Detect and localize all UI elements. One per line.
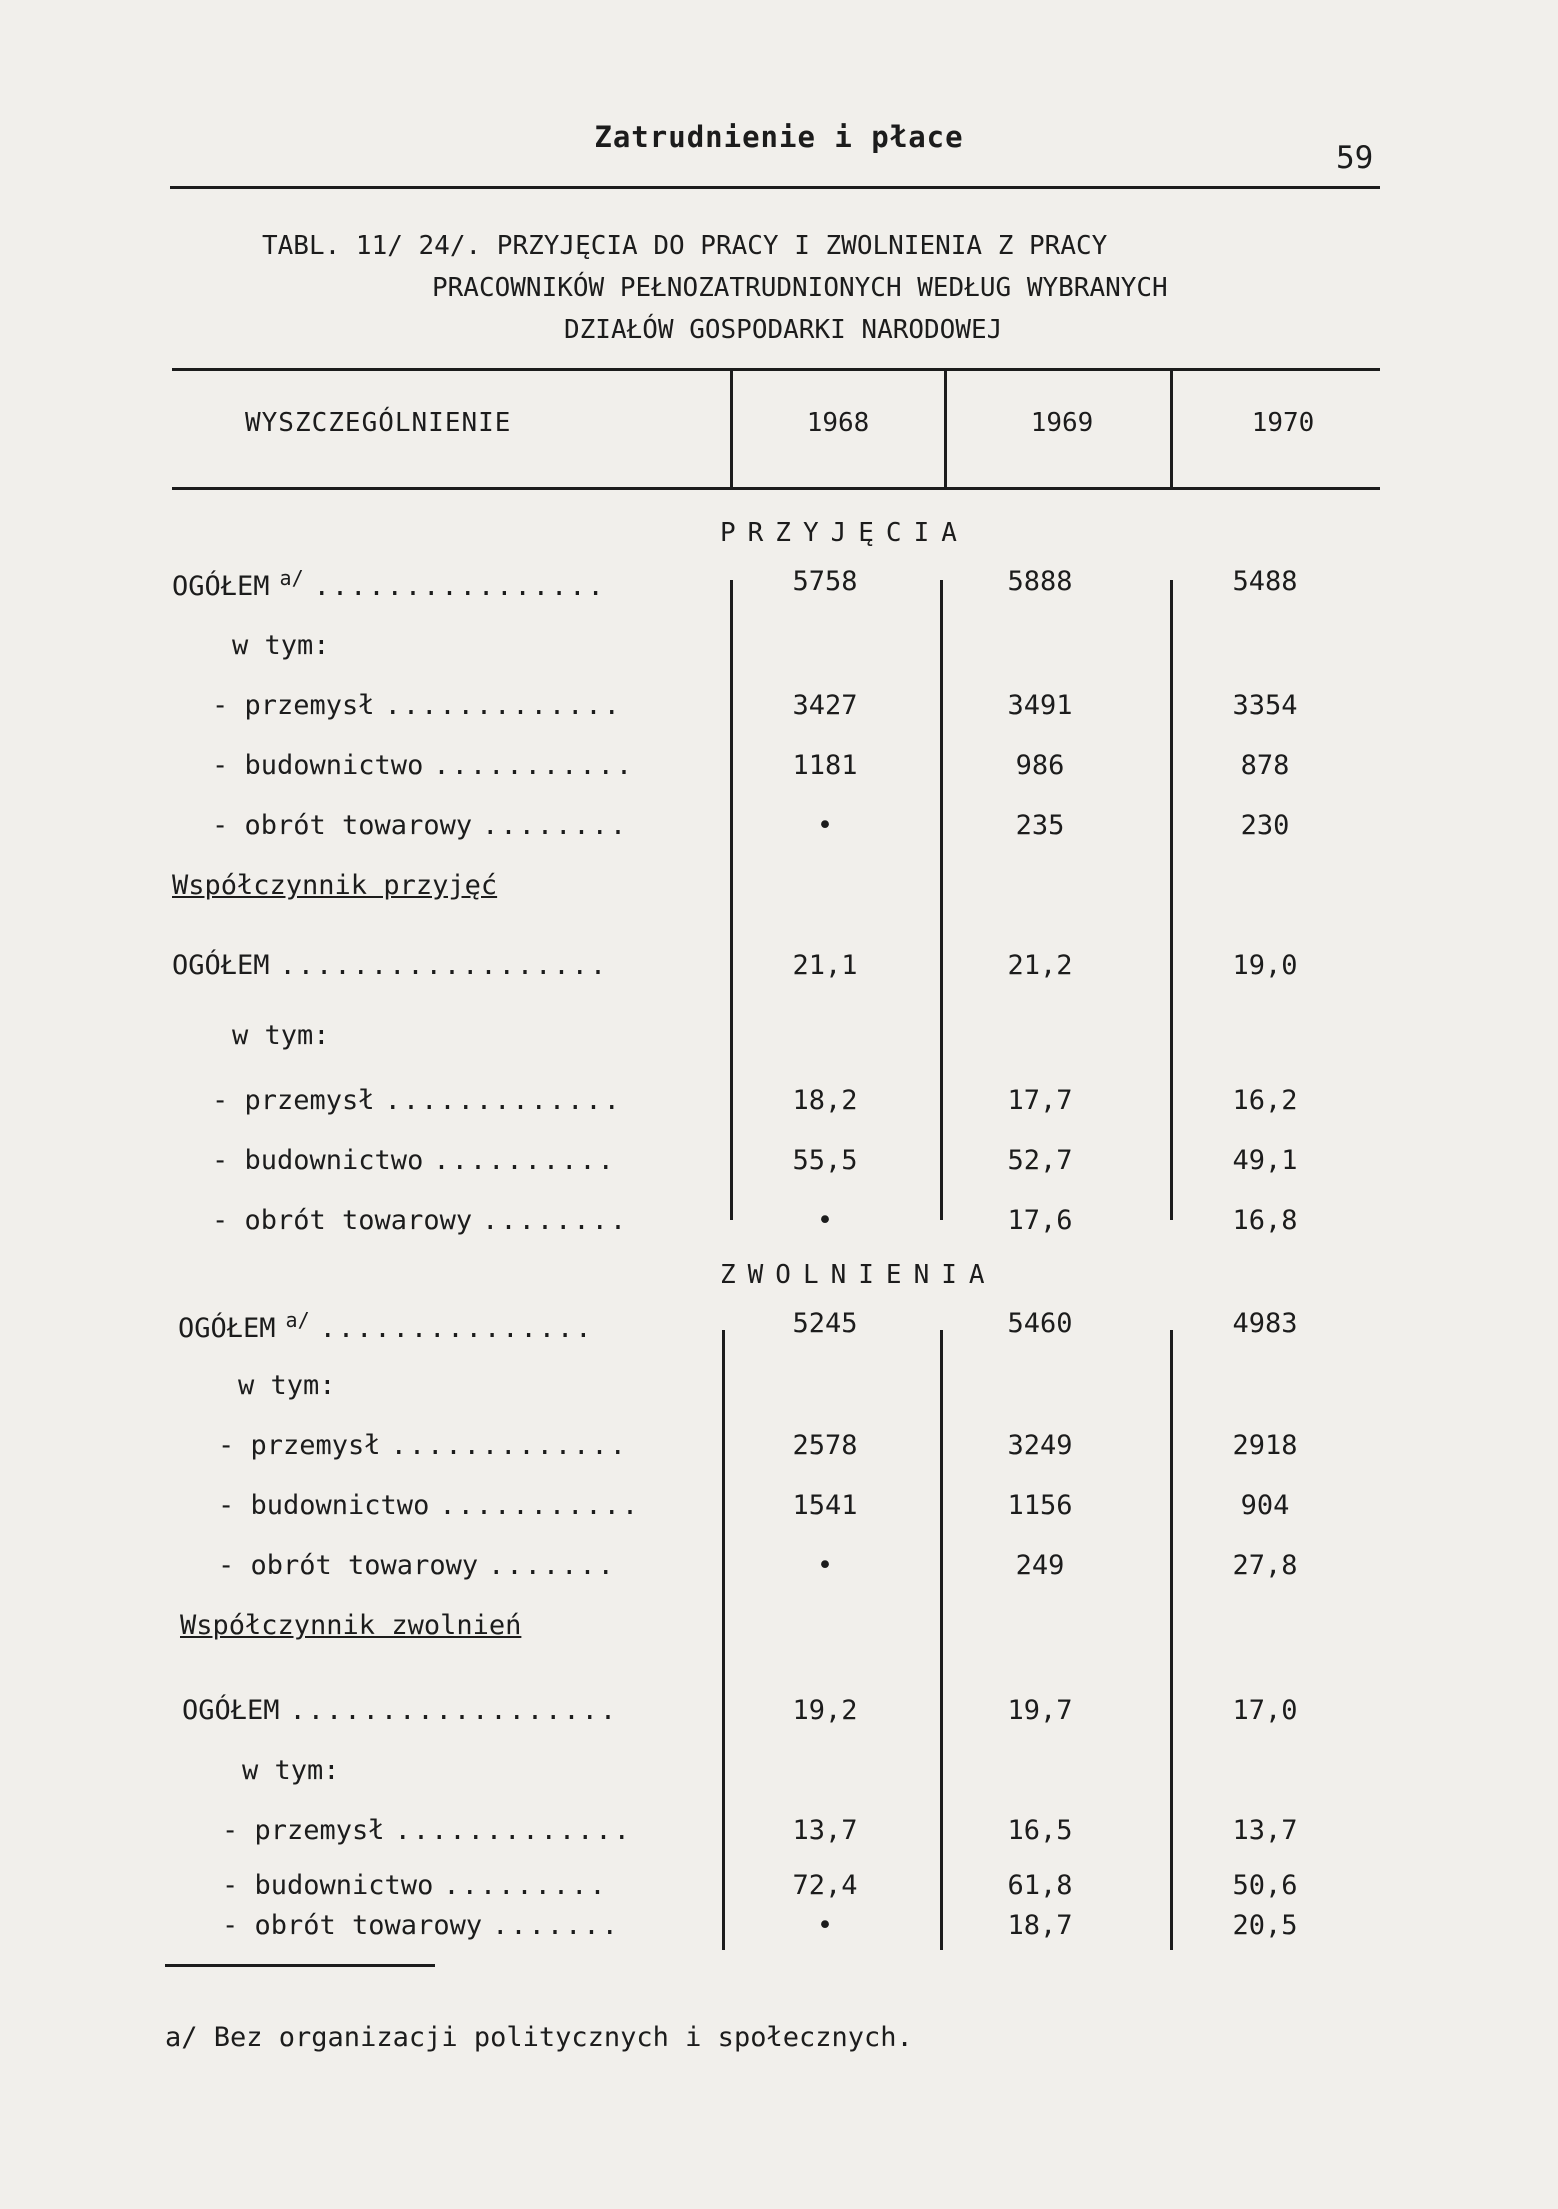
row-label-text: OGÓŁEM <box>172 950 270 981</box>
section-title: PRZYJĘCIA <box>720 518 969 548</box>
column-divider-1-body-a <box>730 580 733 1220</box>
cell-value: 17,6 <box>1007 1205 1073 1236</box>
leader-dots: .................. <box>279 950 609 981</box>
cell-value: 21,1 <box>792 950 858 981</box>
header-rule <box>170 186 1380 189</box>
column-header-label: WYSZCZEGÓLNIENIE <box>245 408 512 438</box>
cell-value: 3249 <box>1007 1430 1073 1461</box>
cell-value: 249 <box>1015 1550 1065 1581</box>
column-divider-3-body-a <box>1170 580 1173 1220</box>
leader-dots: .......... <box>433 1145 616 1176</box>
row-label-text: w tym: <box>242 1755 340 1786</box>
cell-value: 5460 <box>1007 1308 1073 1339</box>
row-label-text: - przemysł <box>212 690 375 721</box>
page-number: 59 <box>1336 140 1374 176</box>
row-label <box>182 1695 618 1726</box>
leader-dots: ................ <box>313 571 606 602</box>
row-label <box>222 1910 620 1941</box>
row-label-text: - przemysł <box>212 1085 375 1116</box>
cell-value: 16,5 <box>1007 1815 1073 1846</box>
row-label-text: - budownictwo <box>212 1145 424 1176</box>
row-label <box>212 690 622 721</box>
row-label <box>212 810 628 841</box>
cell-value: 72,4 <box>792 1870 858 1901</box>
cell-value: 13,7 <box>1232 1815 1298 1846</box>
column-divider-3-body-b <box>1170 1330 1173 1950</box>
leader-dots: ............. <box>384 1085 622 1116</box>
row-label-text: OGÓŁEM <box>172 571 270 602</box>
table-top-rule <box>172 368 1380 371</box>
cell-value: 50,6 <box>1232 1870 1298 1901</box>
leader-dots: ............. <box>384 690 622 721</box>
cell-value: 4983 <box>1232 1308 1298 1339</box>
table-title-line-1: TABL. 11/ 24/. PRZYJĘCIA DO PRACY I ZWOLNIENIA Z PRACY <box>262 231 1108 261</box>
cell-value: 1541 <box>792 1490 858 1521</box>
cell-value: 19,2 <box>792 1695 858 1726</box>
leader-dots: ....... <box>488 1550 616 1581</box>
cell-value: 235 <box>1015 810 1065 841</box>
cell-value: 2918 <box>1232 1430 1298 1461</box>
cell-value: • <box>816 810 834 841</box>
cell-value: 55,5 <box>792 1145 858 1176</box>
row-label-text: OGÓŁEM <box>178 1313 276 1344</box>
row-label-text: - budownictwo <box>222 1870 434 1901</box>
cell-value: 230 <box>1240 810 1290 841</box>
row-label <box>232 1020 330 1051</box>
cell-value: 52,7 <box>1007 1145 1073 1176</box>
table-title <box>262 225 1168 351</box>
row-label <box>212 1205 628 1236</box>
leader-dots: ........... <box>433 750 635 781</box>
leader-dots: ....... <box>492 1910 620 1941</box>
table-title-line-2: PRACOWNIKÓW PEŁNOZATRUDNIONYCH WEDŁUG WYBRANYCH <box>432 273 1168 303</box>
row-label-text: - obrót towarowy <box>222 1910 483 1941</box>
cell-value: 1156 <box>1007 1490 1073 1521</box>
leader-dots: ........... <box>439 1490 641 1521</box>
cell-value: 21,2 <box>1007 950 1073 981</box>
leader-dots: ........ <box>482 810 629 841</box>
cell-value: 18,2 <box>792 1085 858 1116</box>
section-title: ZWOLNIENIA <box>720 1260 997 1290</box>
cell-value: 5245 <box>792 1308 858 1339</box>
row-label-text: - przemysł <box>222 1815 385 1846</box>
row-label <box>178 1308 593 1344</box>
cell-value: 16,2 <box>1232 1085 1298 1116</box>
cell-value: 13,7 <box>792 1815 858 1846</box>
coefficient-title: Współczynnik zwolnień <box>180 1610 522 1641</box>
cell-value: 3491 <box>1007 690 1073 721</box>
cell-value: 20,5 <box>1232 1910 1298 1941</box>
cell-value: • <box>816 1205 834 1236</box>
row-label-text: w tym: <box>238 1370 336 1401</box>
cell-value: • <box>816 1910 834 1941</box>
row-label-text: w tym: <box>232 630 330 661</box>
cell-value: 19,0 <box>1232 950 1298 981</box>
footnote-marker: a/ <box>279 566 304 590</box>
table-header-bottom-rule <box>172 487 1380 490</box>
column-divider-1 <box>730 370 733 488</box>
row-label-text: - budownictwo <box>212 750 424 781</box>
cell-value: 61,8 <box>1007 1870 1073 1901</box>
cell-value: 2578 <box>792 1430 858 1461</box>
column-header-year-1970: 1970 <box>1251 408 1315 438</box>
cell-value: 1181 <box>792 750 858 781</box>
footnote: a/ Bez organizacji politycznych i społecznych. <box>165 2022 913 2053</box>
cell-value: 17,7 <box>1007 1085 1073 1116</box>
row-label-text: - budownictwo <box>218 1490 430 1521</box>
row-label <box>222 1870 608 1901</box>
cell-value: 16,8 <box>1232 1205 1298 1236</box>
row-label <box>212 1145 616 1176</box>
row-label <box>218 1430 628 1461</box>
cell-value: 49,1 <box>1232 1145 1298 1176</box>
row-label <box>222 1815 632 1846</box>
leader-dots: ............. <box>394 1815 632 1846</box>
cell-value: 17,0 <box>1232 1695 1298 1726</box>
row-label <box>238 1370 336 1401</box>
leader-dots: ........ <box>482 1205 629 1236</box>
row-label <box>212 1085 622 1116</box>
cell-value: 3354 <box>1232 690 1298 721</box>
column-divider-2-body-b <box>940 1330 943 1950</box>
cell-value: 27,8 <box>1232 1550 1298 1581</box>
cell-value: 5758 <box>792 566 858 597</box>
cell-value: 18,7 <box>1007 1910 1073 1941</box>
column-header-year-1968: 1968 <box>806 408 870 438</box>
cell-value: 3427 <box>792 690 858 721</box>
row-label <box>212 750 634 781</box>
leader-dots: ............. <box>390 1430 628 1461</box>
footnote-marker: a/ <box>285 1308 310 1332</box>
column-divider-3 <box>1170 370 1173 488</box>
column-divider-1-body-b <box>722 1330 725 1950</box>
cell-value: 986 <box>1015 750 1065 781</box>
leader-dots: .................. <box>289 1695 619 1726</box>
cell-value: 878 <box>1240 750 1290 781</box>
row-label <box>232 630 330 661</box>
coefficient-title: Współczynnik przyjęć <box>172 870 498 901</box>
running-head: Zatrudnienie i płace <box>594 120 964 154</box>
leader-dots: ............... <box>319 1313 594 1344</box>
row-label <box>172 950 608 981</box>
table-title-line-3: DZIAŁÓW GOSPODARKI NARODOWEJ <box>564 315 1003 345</box>
column-header-year-1969: 1969 <box>1030 408 1094 438</box>
row-label-text: - obrót towarowy <box>218 1550 479 1581</box>
cell-value: 5888 <box>1007 566 1073 597</box>
cell-value: • <box>816 1550 834 1581</box>
row-label-text: - przemysł <box>218 1430 381 1461</box>
row-label-text: OGÓŁEM <box>182 1695 280 1726</box>
leader-dots: ......... <box>443 1870 608 1901</box>
footnote-rule <box>165 1964 435 1967</box>
column-divider-2-body-a <box>940 580 943 1220</box>
row-label-text: w tym: <box>232 1020 330 1051</box>
row-label <box>242 1755 340 1786</box>
row-label <box>218 1490 640 1521</box>
row-label-text: - obrót towarowy <box>212 1205 473 1236</box>
column-divider-2 <box>944 370 947 488</box>
cell-value: 904 <box>1240 1490 1290 1521</box>
row-label-text: - obrót towarowy <box>212 810 473 841</box>
row-label <box>172 566 606 602</box>
row-label <box>218 1550 616 1581</box>
cell-value: 19,7 <box>1007 1695 1073 1726</box>
cell-value: 5488 <box>1232 566 1298 597</box>
